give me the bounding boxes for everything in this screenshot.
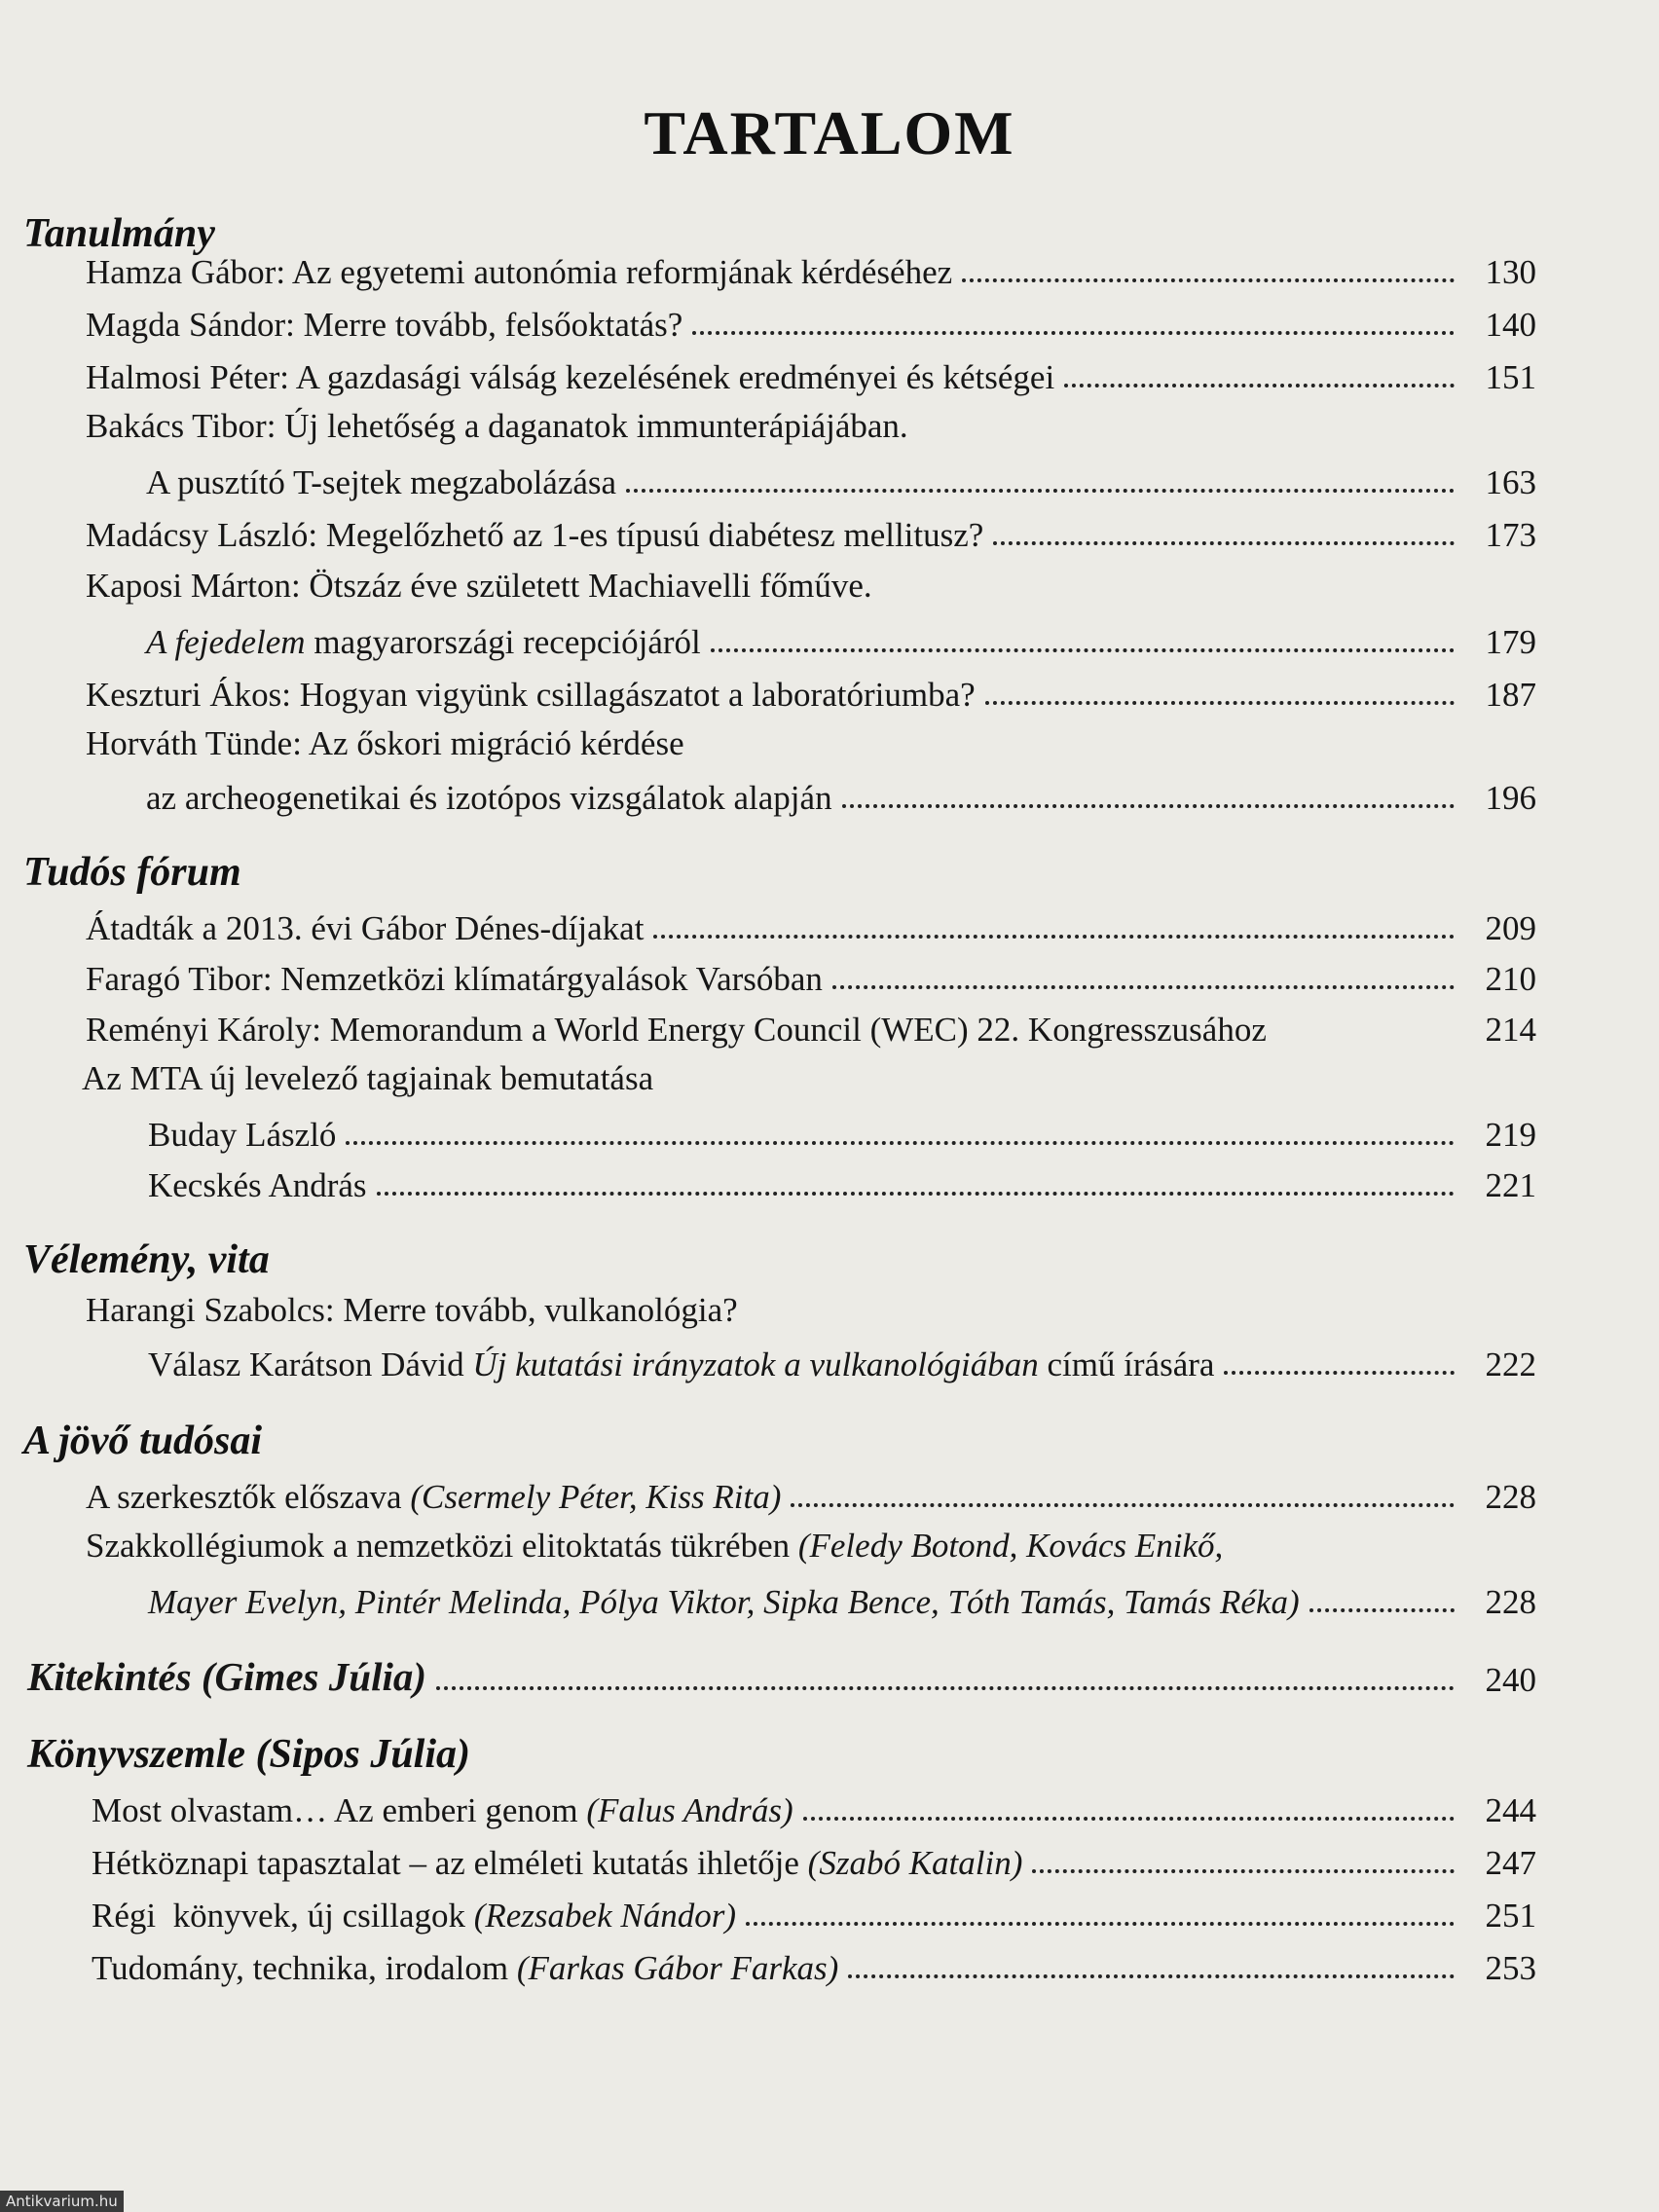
page-number: 196 — [1485, 779, 1536, 817]
page-number: 140 — [1485, 306, 1536, 344]
toc-entry-title-line: Horváth Tünde: Az őskori migráció kérdése — [86, 724, 684, 762]
toc-entry[interactable]: Halmosi Péter: A gazdasági válság kezelésének eredményei és kétségei 151 — [86, 358, 1536, 396]
section-heading-velemeny-vita: Vélemény, vita — [23, 1237, 270, 1282]
section-heading-konyvszemle: Könyvszemle (Sipos Júlia) — [27, 1732, 471, 1777]
toc-entry[interactable]: Buday László 219 — [148, 1116, 1536, 1154]
toc-entry[interactable]: Madácsy László: Megelőzhető az 1-es típusú diabétesz mellitusz? 173 — [86, 516, 1536, 554]
page-number: 240 — [1485, 1661, 1536, 1699]
page-number: 179 — [1485, 623, 1536, 661]
section-heading-jovo-tudosai: A jövő tudósai — [23, 1419, 263, 1463]
toc-entry-title-line: Harangi Szabolcs: Merre tovább, vulkanológia? — [86, 1291, 738, 1329]
page-number: 222 — [1485, 1346, 1536, 1383]
toc-entry[interactable]: A fejedelem magyarországi recepciójáról 179 — [146, 623, 1536, 661]
toc-entry[interactable]: Magda Sándor: Merre tovább, felsőoktatás? 140 — [86, 306, 1536, 344]
toc-entry[interactable]: Faragó Tibor: Nemzetközi klímatárgyalások Varsóban 210 — [86, 960, 1536, 998]
toc-entry[interactable]: Hamza Gábor: Az egyetemi autonómia reformjának kérdéséhez 130 — [86, 253, 1536, 291]
toc-entry[interactable]: Hétköznapi tapasztalat – az elméleti kutatás ihletője (Szabó Katalin) 247 — [92, 1844, 1536, 1882]
page-number: 219 — [1485, 1116, 1536, 1154]
section-heading-tudos-forum: Tudós fórum — [23, 850, 241, 895]
page-number: 209 — [1485, 909, 1536, 947]
toc-entry[interactable]: Keszturi Ákos: Hogyan vigyünk csillagászatot a laboratóriumba? 187 — [86, 676, 1536, 714]
section-heading-tanulmany: Tanulmány — [23, 211, 215, 256]
toc-entry[interactable]: Válasz Karátson Dávid Új kutatási irányzatok a vulkanológiában című írására 222 — [148, 1346, 1536, 1383]
toc-entry[interactable]: Régi könyvek, új csillagok (Rezsabek Nándor) 251 — [92, 1897, 1536, 1935]
page-number: 151 — [1485, 358, 1536, 396]
toc-entry-title-line: Szakkollégiumok a nemzetközi elitoktatás tükrében (Feledy Botond, Kovács Enikő, — [86, 1527, 1224, 1565]
toc-entry[interactable]: Átadták a 2013. évi Gábor Dénes-díjakat 209 — [86, 909, 1536, 947]
toc-entry[interactable]: A szerkesztők előszava (Csermely Péter, Kiss Rita) 228 — [86, 1478, 1536, 1516]
toc-entry[interactable]: Mayer Evelyn, Pintér Melinda, Pólya Viktor, Sipka Bence, Tóth Tamás, Tamás Réka) 228 — [148, 1583, 1536, 1621]
page-number: 163 — [1485, 463, 1536, 501]
page-number: 251 — [1485, 1897, 1536, 1935]
toc-entry-title-line: Kaposi Márton: Ötszáz éve született Machiavelli főműve. — [86, 567, 872, 605]
page-number: 210 — [1485, 960, 1536, 998]
toc-entry[interactable]: Most olvastam… Az emberi genom (Falus András) 244 — [92, 1791, 1536, 1829]
toc-entry[interactable]: A pusztító T-sejtek megzabolázása 163 — [146, 463, 1536, 501]
page-number: 228 — [1485, 1478, 1536, 1516]
page-number: 173 — [1485, 516, 1536, 554]
page-number: 221 — [1485, 1166, 1536, 1204]
toc-entry[interactable]: az archeogenetikai és izotópos vizsgálatok alapján 196 — [146, 779, 1536, 817]
toc-entry-title-line: Az MTA új levelező tagjainak bemutatása — [82, 1059, 654, 1097]
page-number: 214 — [1485, 1011, 1536, 1049]
toc-entry[interactable]: Kecskés András 221 — [148, 1166, 1536, 1204]
page-number: 253 — [1485, 1949, 1536, 1987]
page-number: 187 — [1485, 676, 1536, 714]
toc-entry[interactable]: Reményi Károly: Memorandum a World Energy Council (WEC) 22. Kongresszusához 214 — [86, 1011, 1536, 1049]
page-number: 247 — [1485, 1844, 1536, 1882]
toc-entry-title-line: Bakács Tibor: Új lehetőség a daganatok immunterápiájában. — [86, 407, 908, 445]
page-number: 228 — [1485, 1583, 1536, 1621]
page-number: 244 — [1485, 1791, 1536, 1829]
toc-entry-kitekintes[interactable]: Kitekintés (Gimes Júlia) 240 — [27, 1654, 1536, 1699]
site-watermark: Antikvarium.hu — [0, 2191, 124, 2212]
toc-entry[interactable]: Tudomány, technika, irodalom (Farkas Gábor Farkas) 253 — [92, 1949, 1536, 1987]
page-number: 130 — [1485, 253, 1536, 291]
page-title: TARTALOM — [644, 98, 1015, 167]
